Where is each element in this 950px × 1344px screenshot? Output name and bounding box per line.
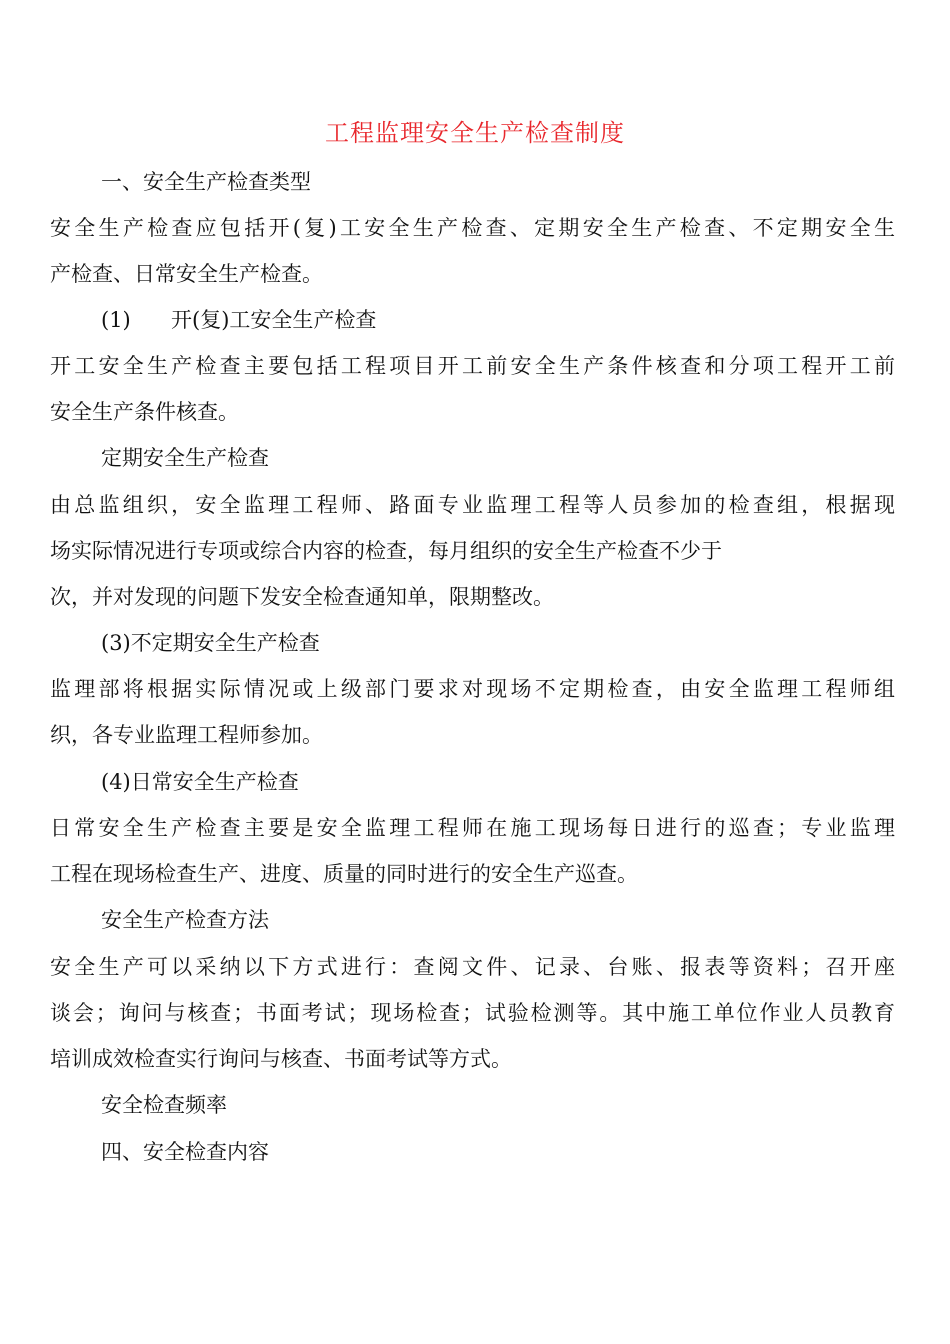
paragraph-line: 由总监组织，安全监理工程师、路面专业监理工程等人员参加的检查组，根据现 bbox=[50, 493, 895, 517]
subheading-3: (3)不定期安全生产检查 bbox=[101, 631, 320, 655]
paragraph-line: 谈会；询问与核查；书面考试；现场检查；试验检测等。其中施工单位作业人员教育 bbox=[50, 1001, 895, 1025]
paragraph-line: 次，并对发现的问题下发安全检查通知单，限期整改。 bbox=[50, 585, 554, 609]
paragraph-line: 场实际情况进行专项或综合内容的检查，每月组织的安全生产检查不少于 bbox=[50, 539, 722, 563]
paragraph-line: 安全生产条件核查。 bbox=[50, 400, 239, 424]
paragraph-line: 开工安全生产检查主要包括工程项目开工前安全生产条件核查和分项工程开工前 bbox=[50, 354, 895, 378]
paragraph-line: 监理部将根据实际情况或上级部门要求对现场不定期检查，由安全监理工程师组 bbox=[50, 677, 895, 701]
subheading-number: (1) bbox=[101, 308, 131, 332]
document-title: 工程监理安全生产检查制度 bbox=[325, 119, 625, 147]
paragraph-line: 产检查、日常安全生产检查。 bbox=[50, 262, 323, 286]
subheading-1 bbox=[101, 305, 376, 335]
section-heading-3: 安全检查频率 bbox=[101, 1093, 227, 1117]
paragraph-line: 安全生产检查应包括开(复)工安全生产检查、定期安全生产检查、不定期安全生 bbox=[50, 216, 895, 240]
paragraph-line: 培训成效检查实行询问与核查、书面考试等方式。 bbox=[50, 1047, 512, 1071]
subheading-2: 定期安全生产检查 bbox=[101, 446, 269, 470]
paragraph-line: 日常安全生产检查主要是安全监理工程师在施工现场每日进行的巡查；专业监理 bbox=[50, 816, 895, 840]
section-heading-4: 四、安全检查内容 bbox=[101, 1140, 269, 1164]
paragraph-line: 安全生产可以采纳以下方式进行：查阅文件、记录、台账、报表等资料；召开座 bbox=[50, 955, 895, 979]
section-heading-2: 安全生产检查方法 bbox=[101, 908, 269, 932]
section-heading-1: 一、安全生产检查类型 bbox=[101, 170, 311, 194]
paragraph-line: 织，各专业监理工程师参加。 bbox=[50, 723, 323, 747]
paragraph-line: 工程在现场检查生产、进度、质量的同时进行的安全生产巡查。 bbox=[50, 862, 638, 886]
subheading-text: 开(复)工安全生产检查 bbox=[171, 308, 377, 332]
subheading-4: (4)日常安全生产检查 bbox=[101, 770, 299, 794]
